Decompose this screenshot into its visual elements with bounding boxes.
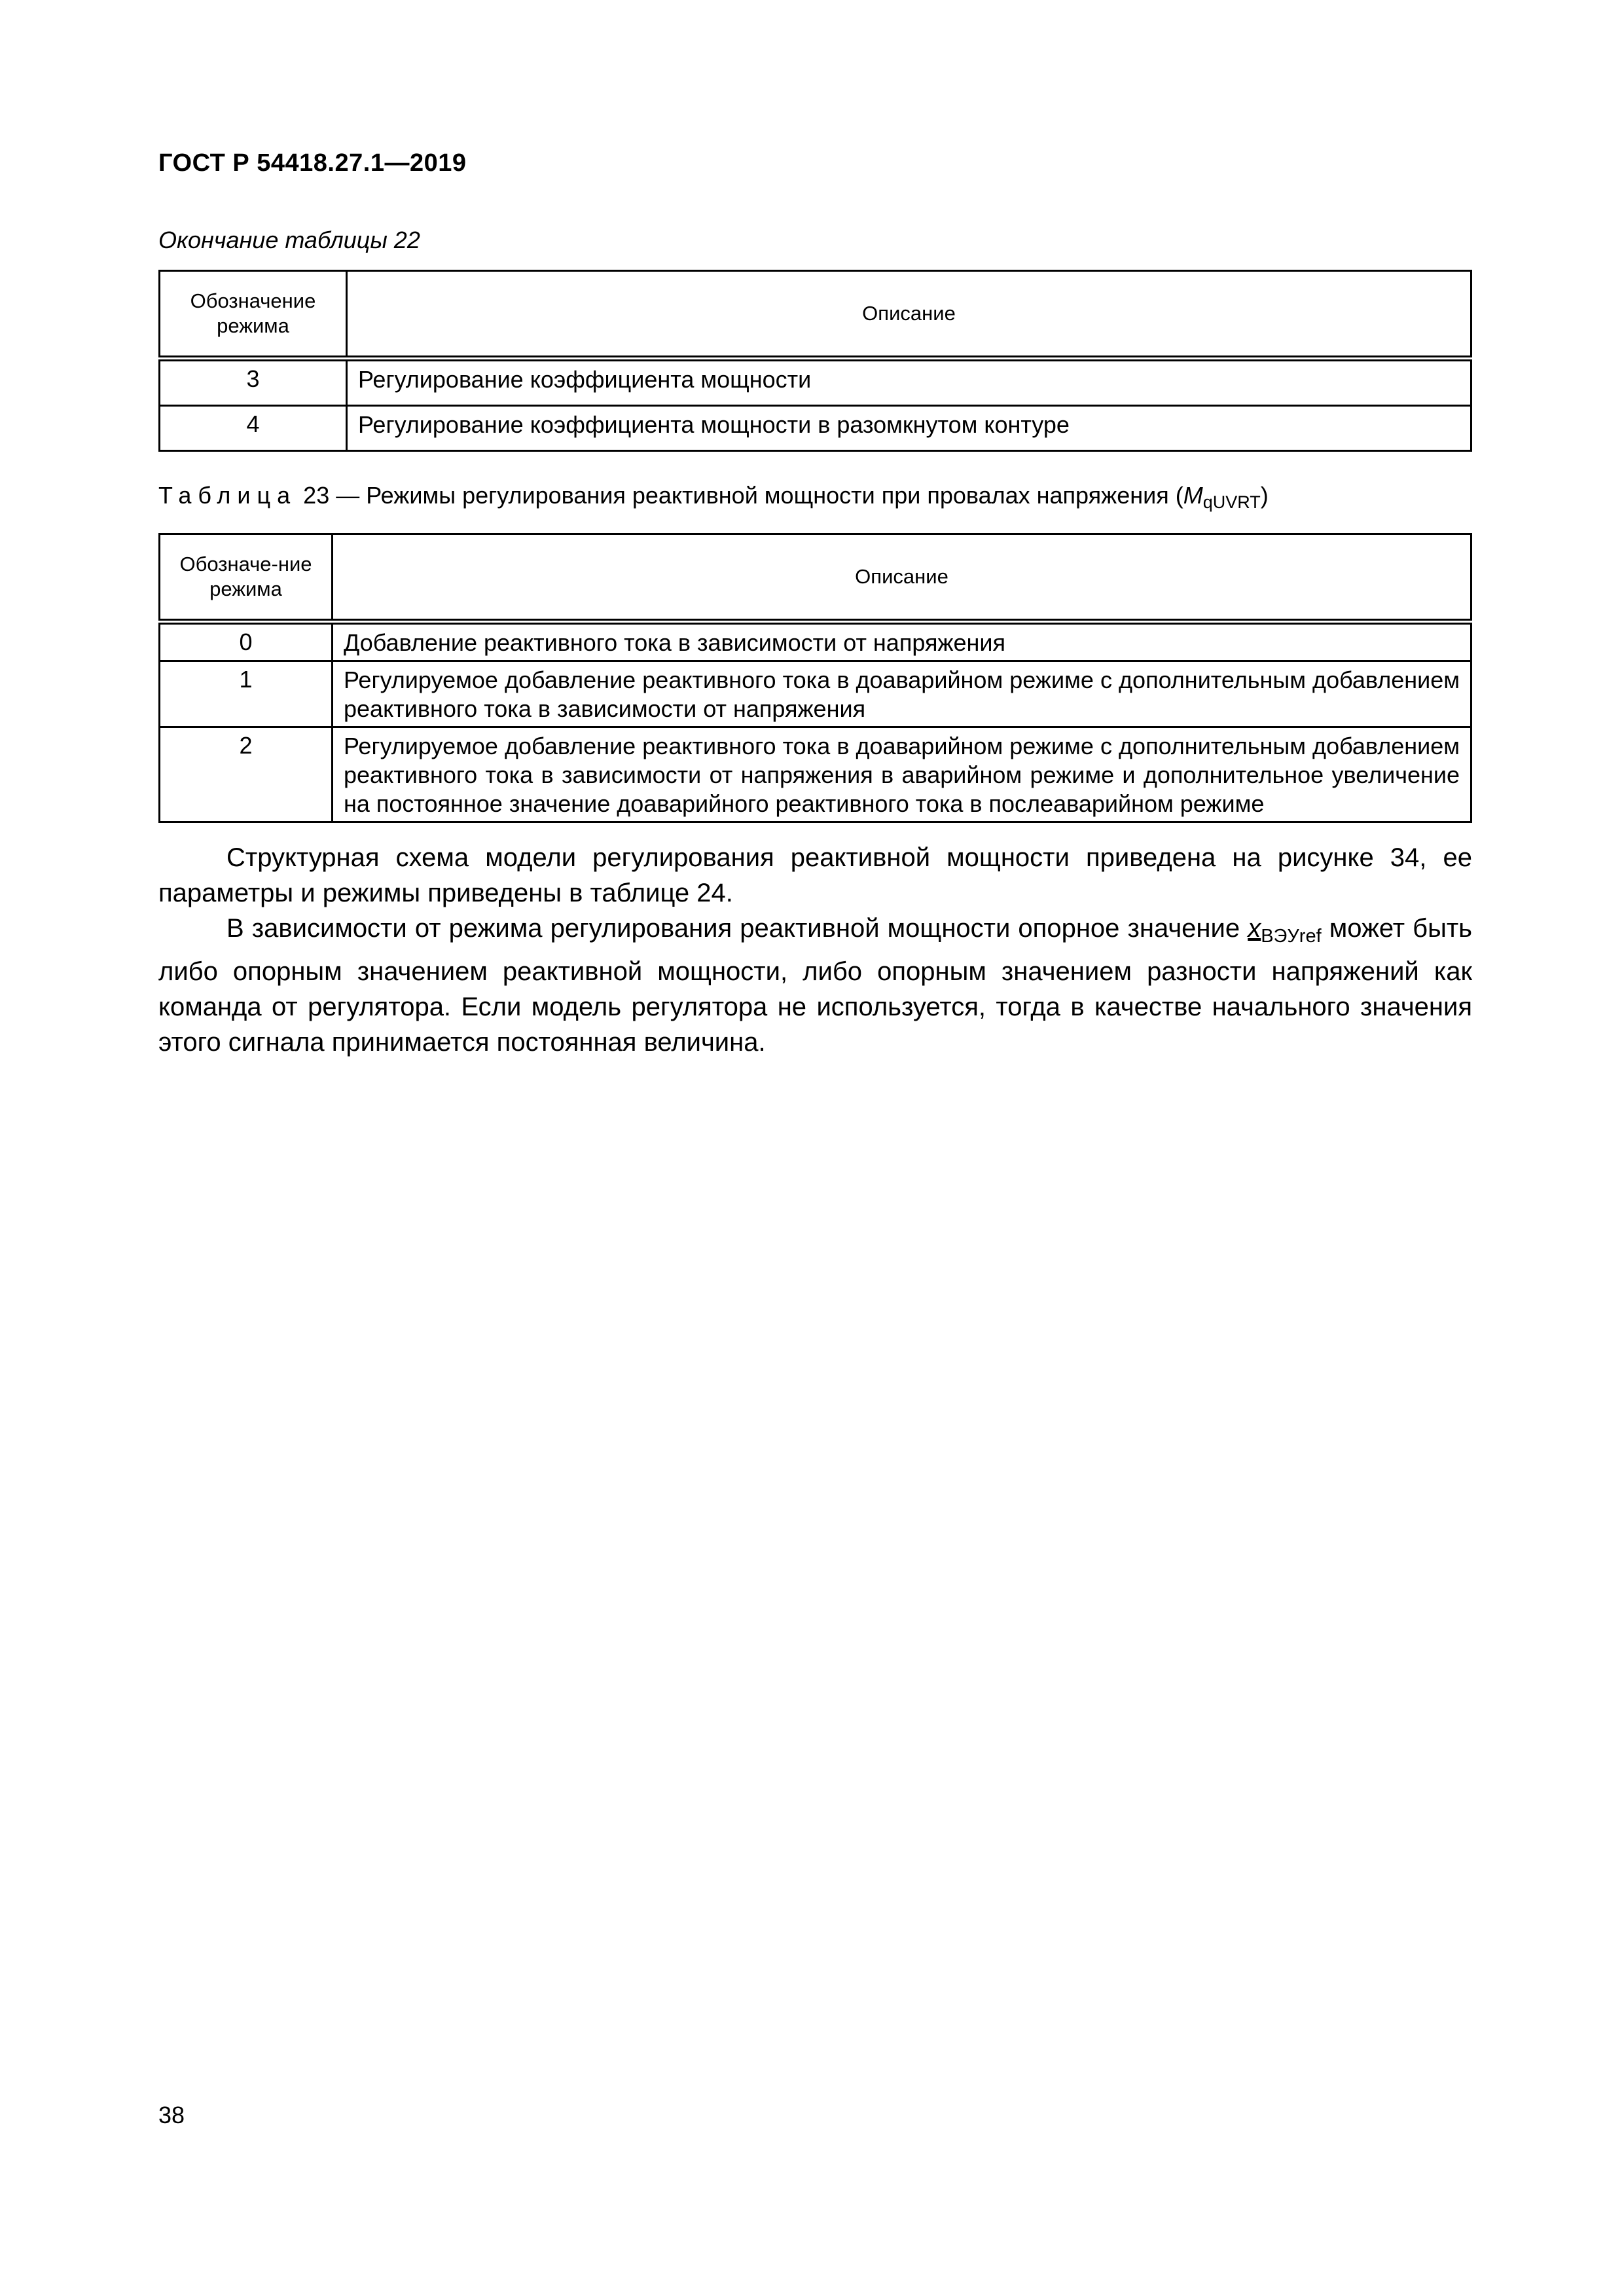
column-header-description: Описание: [333, 534, 1471, 622]
column-header-mode: Обозначе-ние режима: [160, 534, 333, 622]
paragraph-reference-value: [158, 911, 1472, 1060]
mode-cell: 3: [160, 359, 347, 406]
paragraph-text-start: В зависимости от режима регулирования реактивной мощности опорное значение: [226, 914, 1248, 943]
table-row: [160, 359, 1471, 406]
description-cell: Регулирование коэффициента мощности в разомкнутом контуре: [347, 406, 1471, 451]
table-caption-label: Таблица: [158, 482, 297, 509]
mode-cell: 1: [160, 661, 333, 727]
table-caption-text: 23 — Режимы регулирования реактивной мощности при провалах напряжения (: [303, 482, 1183, 509]
column-header-description: Описание: [347, 271, 1471, 359]
table-row: [160, 727, 1471, 822]
table-row: [160, 406, 1471, 451]
page-number: 38: [158, 2102, 185, 2128]
document-code-header: ГОСТ Р 54418.27.1—2019: [158, 149, 467, 177]
table-row: [160, 622, 1471, 661]
reference-symbol: x: [1248, 914, 1261, 943]
caption-symbol: M: [1183, 482, 1203, 509]
column-header-mode: Обозначение режима: [160, 271, 347, 359]
table-header-row: [160, 534, 1471, 622]
body-text: [158, 840, 1472, 1060]
table-23-caption: [158, 481, 1269, 517]
mode-cell: 4: [160, 406, 347, 451]
description-cell: Регулируемое добавление реактивного тока в доаварийном режиме с дополнительным добавлением реактивного тока в зависимости от напряжения: [333, 661, 1471, 727]
caption-symbol-subscript: qUVRT: [1202, 492, 1261, 512]
table-22: [158, 270, 1472, 452]
mode-cell: 2: [160, 727, 333, 822]
description-cell: Регулируемое добавление реактивного тока в доаварийном режиме с дополнительным добавлением реактивного тока в зависимости от напряжения в аварийном режиме и дополнительное увеличение на постоянное значение доаварийного реактивного тока в послеаварийном режиме: [333, 727, 1471, 822]
paragraph-text-end: может быть либо опорным значением реактивной мощности, либо опорным значением разности напряжений как команда от регулятора. Если модель регулятора не используется, тогда в качестве начального значения этого сигнала принимается постоянная величина.: [158, 914, 1472, 1057]
caption-close-paren: ): [1260, 482, 1269, 509]
table-22-continuation-caption: Окончание таблицы 22: [158, 227, 420, 253]
table-header-row: [160, 271, 1471, 359]
paragraph-structure-diagram: Структурная схема модели регулирования реактивной мощности приведена на рисунке 34, ее параметры и режимы приведены в таблице 24.: [158, 843, 1472, 907]
description-cell: Регулирование коэффициента мощности: [347, 359, 1471, 406]
reference-symbol-subscript: ВЭУref: [1261, 926, 1322, 947]
table-23: [158, 533, 1472, 823]
description-cell: Добавление реактивного тока в зависимости от напряжения: [333, 622, 1471, 661]
table-row: [160, 661, 1471, 727]
mode-cell: 0: [160, 622, 333, 661]
